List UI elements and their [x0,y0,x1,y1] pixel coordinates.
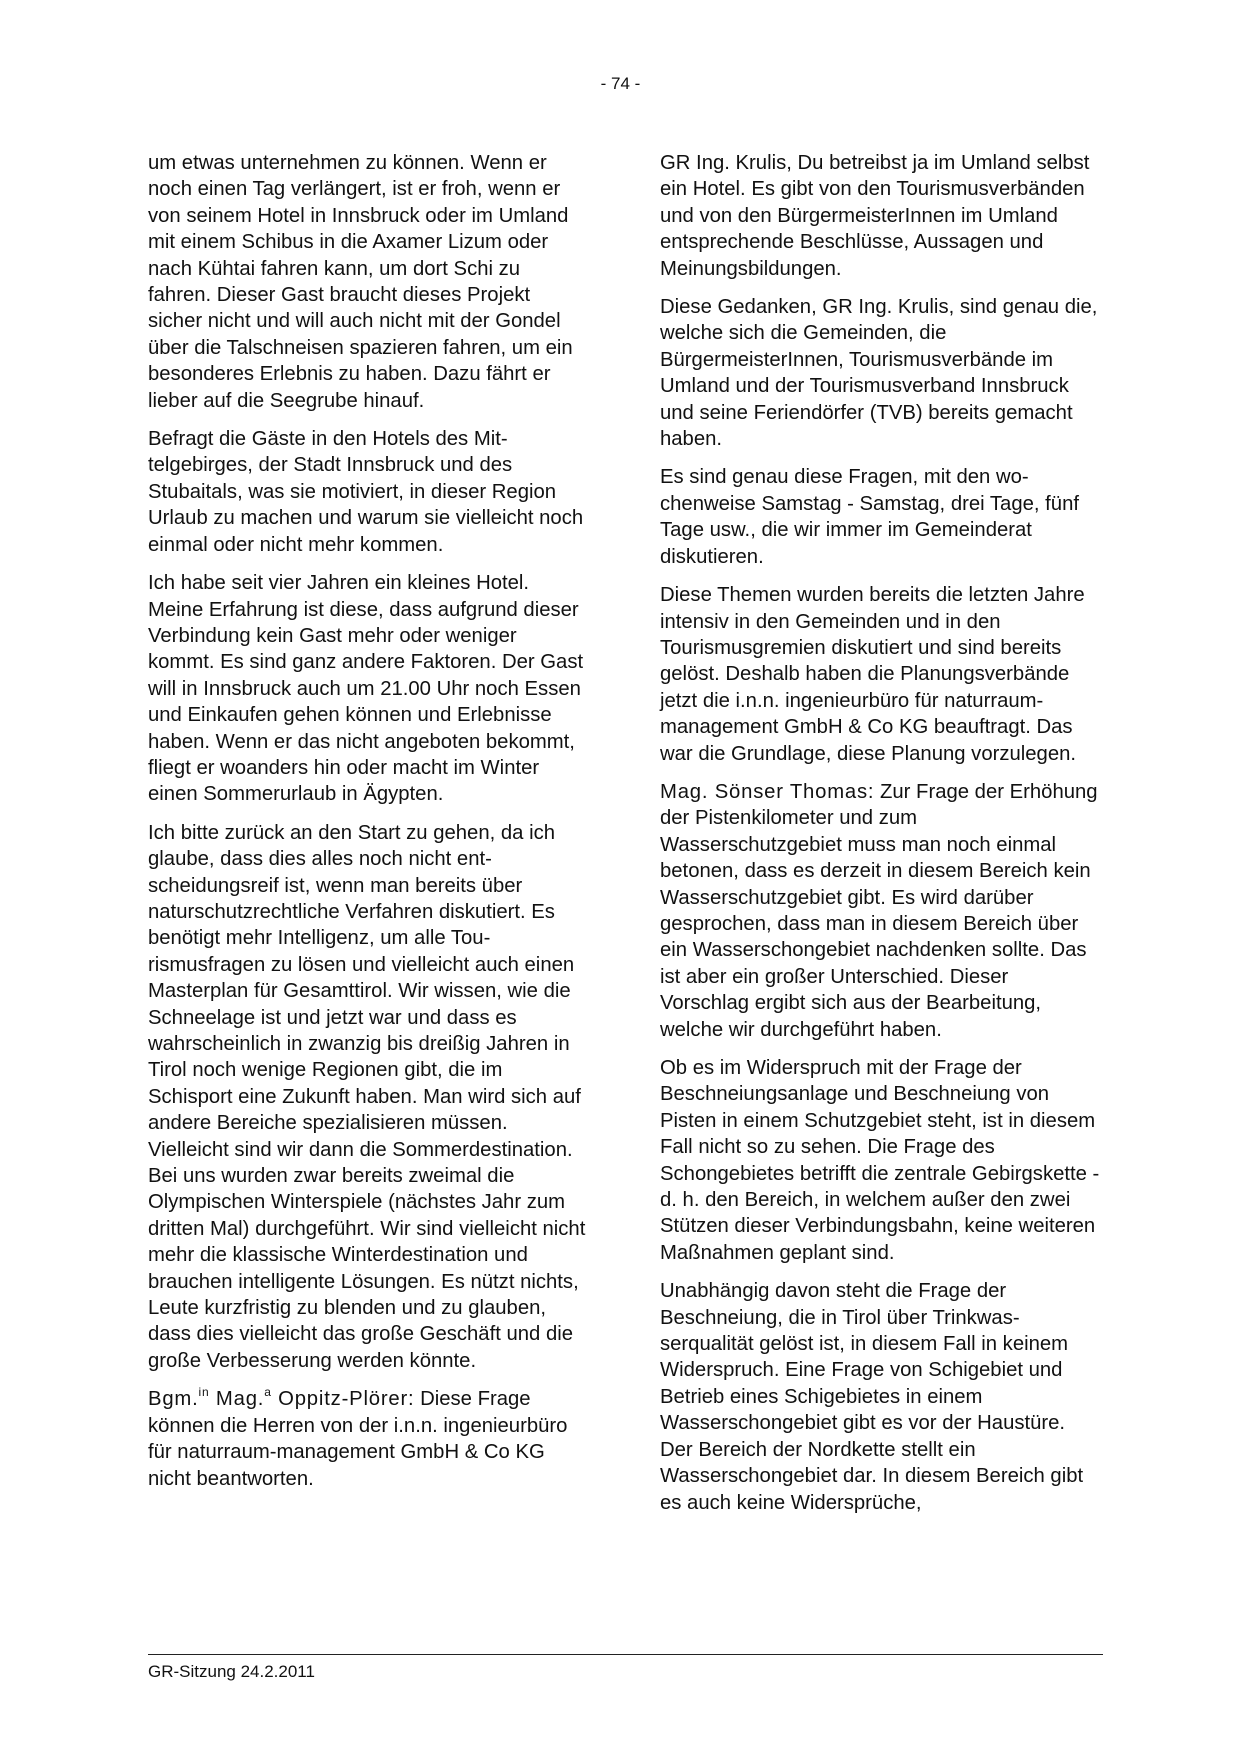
paragraph: Diese Themen wurden bereits die letzten Jahre intensiv in den Gemeinden und in den Tourismusgremien diskutiert und sind bereits gelöst. Deshalb haben die Planungsverbände jetzt die i.n.n. ingenieurbüro für naturraum-management GmbH & Co KG beauftragt. Das war die Grundlage, diese Planung vorzulegen. [660,584,1085,765]
paragraph: Befragt die Gäste in den Hotels des Mittelgebirges, der Stadt Innsbruck und des Stubaitals, was sie motiviert, in dieser Region Urlaub zu machen und warum sie vielleicht noch einmal oder nicht mehr kommen. [148,428,584,556]
speaker-name: Bgm.$^{in}$ Mag.$^a$ Oppitz-Plörer: [148,1385,415,1411]
paragraph [148,1386,588,1492]
paragraph: GR Ing. Krulis, Du betreibst ja im Umland selbst ein Hotel. Es gibt von den Tourismusverbänden und von den BürgermeisterInnen im Umland entsprechende Beschlüsse, Aussagen und Meinungsbildungen. [660,152,1090,280]
left-column [148,150,588,1504]
paragraph: um etwas unternehmen zu können. Wenn er noch einen Tag verlängert, ist er froh, wenn er von seinem Hotel in Innsbruck oder im Umland mit einem Schibus in die Axamer Lizum oder nach Kühtai fahren kann, um dort Schi zu fahren. Dieser Gast braucht dieses Projekt sicher nicht und will auch nicht mit der Gondel über die Talschneisen spazieren fahren, um ein besonderes Erlebnis zu haben. Dazu fährt er lieber auf die Seegrube hinauf. [148,152,573,412]
paragraph [660,779,1100,1043]
page-number: - 74 - [600,74,641,93]
paragraph: Ich habe seit vier Jahren ein kleines Hotel. Meine Erfahrung ist diese, dass aufgrund dieser Verbindung kein Gast mehr oder weniger kommt. Es sind ganz andere Faktoren. Der Gast will in Innsbruck auch um 21.00 Uhr noch Essen und Einkaufen gehen können und Erlebnisse haben. Wenn er das nicht angeboten bekommt, fliegt er woanders hin oder macht im Winter einen Sommerurlaub in Ägypten. [148,572,584,806]
paragraph: Ob es im Widerspruch mit der Frage der Beschneiungsanlage und Beschneiung von Pisten in einem Schutzgebiet steht, ist in diesem Fall nicht so zu sehen. Die Frage des Schongebietes betrifft die zentrale Gebirgskette - d. h. den Bereich, in welchem außer den zwei Stützen dieser Verbindungsbahn, keine weiteren Maßnahmen geplant sind. [660,1057,1100,1264]
right-column [660,150,1100,1528]
speaker-name: Mag. Sönser Thomas: [660,780,875,803]
paragraph: Unabhängig davon steht die Frage der Beschneiung, die in Tirol über Trinkwasserqualität gelöst ist, in diesem Fall in keinem Widerspruch. Eine Frage von Schigebiet und Betrieb eines Schigebietes in einem Wasserschongebiet gibt es vor der Haustüre. Der Bereich der Nordkette stellt ein Wasserschongebiet dar. In diesem Bereich gibt es auch keine Widersprüche, [660,1280,1084,1514]
paragraph-text: Diese Frage können die Herren von der i.n.n. ingenieurbüro für naturraum-management GmbH & Co KG nicht beantworten. [148,1388,568,1490]
footer-divider [148,1654,1103,1655]
paragraph: Ich bitte zurück an den Start zu gehen, da ich glaube, dass dies alles noch nicht entscheidungsreif ist, wenn man bereits über naturschutzrechtliche Verfahren diskutiert. Es benötigt mehr Intelligenz, um alle Tourismusfragen zu lösen und vielleicht auch einen Masterplan für Gesamttirol. Wir wissen, wie die Schneelage ist und jetzt war und dass es wahrscheinlich in zwanzig bis dreißig Jahren in Tirol noch wenige Regionen gibt, die im Schisport eine Zukunft haben. Man wird sich auf andere Bereiche spezialisieren müssen. Vielleicht sind wir dann die Sommerdestination. Bei uns wurden zwar bereits zweimal die Olympischen Winterspiele (nächstes Jahr zum dritten Mal) durchgeführt. Wir sind vielleicht nicht mehr die klassische Winterdestination und brauchen intelligente Lösungen. Es nützt nichts, Leute kurzfristig zu blenden und zu glauben, dass dies vielleicht das große Geschäft und die große Verbesserung werden könnte. [148,821,586,1372]
paragraph: Es sind genau diese Fragen, mit den wochenweise Samstag - Samstag, drei Tage, fünf Tage usw., die wir immer im Gemeinderat diskutieren. [660,466,1079,568]
footer-text: GR-Sitzung 24.2.2011 [148,1662,315,1681]
paragraph-text: Zur Frage der Erhöhung der Pistenkilometer und zum Wasserschutzgebiet muss man noch einmal betonen, dass es derzeit in diesem Bereich kein Wasserschutzgebiet gibt. Es wird darüber gesprochen, dass man in diesem Bereich über ein Wasserschongebiet nachdenken sollte. Das ist aber ein großer Unterschied. Dieser Vorschlag ergibt sich aus der Bearbeitung, welche wir durchgeführt haben. [660,780,1098,1041]
paragraph: Diese Gedanken, GR Ing. Krulis, sind genau die, welche sich die Gemeinden, die BürgermeisterInnen, Tourismusverbände im Umland und der Tourismusverband Innsbruck und seine Feriendörfer (TVB) bereits gemacht haben. [660,296,1098,451]
